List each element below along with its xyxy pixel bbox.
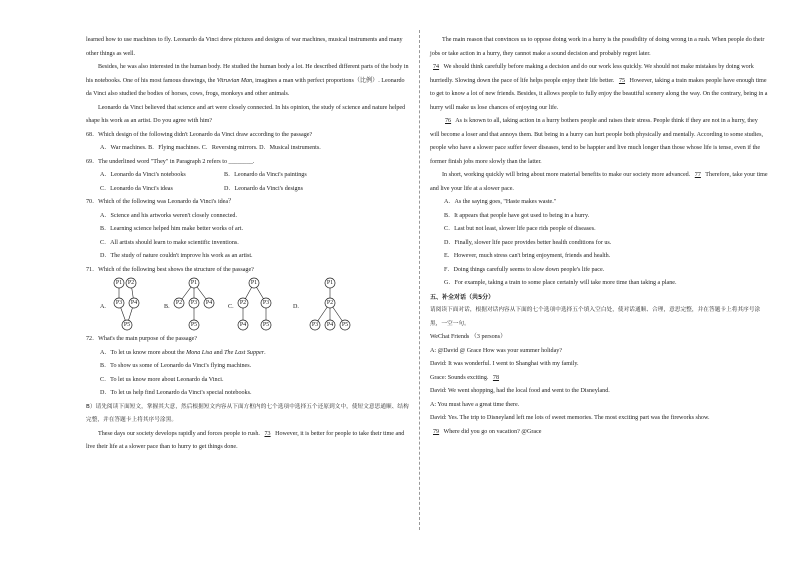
text: and [212, 349, 225, 356]
question-68-options: A．War machines. B．Flying machines. C．Reversing mirrors. D．Musical instruments. [100, 145, 321, 151]
italic-title: The Last Supper [224, 349, 265, 356]
option-row [86, 183, 409, 197]
section-b-instructions: B）请先阅读下面短文，掌握其大意，然后根据短文内容从下面方框内的七个选项中选择五个还原到文中，使短文意思通顺、结构完整，并在答题卡上将其序号涂黑。 [86, 403, 409, 423]
text: Besides, he was also interested in the human body. He studied the human body a lot. He described different parts of the body in his notebooks. One of his most famous drawings, the [86, 64, 409, 84]
blank-73: 73 [264, 430, 271, 437]
node-label: P5 [262, 322, 270, 328]
question-72: 72．What's the main purpose of the passage? [86, 336, 198, 342]
text: Grace: Sounds exciting. [430, 374, 489, 381]
right-column [430, 34, 768, 439]
node-label: P1 [250, 280, 258, 286]
section-5-instructions: 请阅读下面对话，根据对话内容从下面的七个选项中选择五个填入空白处，使对话通顺、合理，意思完整，并在答题卡上将其序号涂黑，一空一句。 [430, 307, 761, 327]
text: In short, working quickly will bring about more material benefits to make our society more advanced. [442, 172, 691, 178]
structure-diagrams [86, 277, 409, 333]
paragraph [86, 61, 409, 102]
node-label: P5 [341, 322, 349, 328]
blank-74: 74 [433, 64, 440, 70]
blank-76: 76 [445, 118, 452, 124]
node-label: P4 [205, 300, 213, 306]
diagram-label-d: D. [293, 304, 299, 310]
dialogue-line: David: It was wonderful. I went to Shanghai with my family. [430, 361, 579, 367]
paragraph [430, 115, 768, 169]
node-label: P5 [190, 322, 198, 328]
option-b: B．It appears that people have got used to being in a hurry. [444, 212, 590, 219]
paragraph [430, 61, 768, 115]
option-b: B．Learning science helped him make better works of art. [100, 226, 243, 232]
paragraph: Leonardo da Vinci believed that science and art were closely connected. In his opinion, the study of science and nature helped shape his work as an artist. Do you agree with him? [86, 104, 406, 124]
italic-title: Mona Lisa [186, 349, 213, 356]
option-d: D．The study of nature couldn't improve his work as an artist. [100, 253, 253, 259]
question-71: 71．Which of the following best shows the structure of the passage? [86, 266, 254, 273]
structure-diagram-a [110, 277, 150, 333]
dialogue-line [430, 426, 768, 440]
text: , imagines a man with perfect proportions（比例）. Leonardo da Vinci also studied the bodies of horses, cows, frogs, monkeys and other animals. [86, 77, 405, 97]
text: . [264, 349, 266, 356]
blank-79: 79 [433, 428, 440, 435]
node-label: P4 [239, 322, 247, 328]
option-a: A．As the saying goes, "Haste makes waste." [444, 199, 557, 205]
diagram-label-a: A. [100, 304, 106, 310]
italic-title: Vitruvian Man [216, 77, 253, 84]
structure-diagram-b [172, 277, 222, 333]
text: A．To let us know more about the [100, 349, 187, 356]
question-68: 68．Which design of the following didn't Leonardo da Vinci draw according to the passage? [86, 131, 313, 138]
option-b: B．Leonardo da Vinci's paintings [224, 172, 307, 178]
option-a: A．Science and his artworks weren't closely connected. [100, 212, 237, 219]
dialogue-line: David: Yes. The trip to Disneyland left me lots of sweet memories. The most exciting part was the fireworks show. [430, 415, 710, 421]
node-label: P5 [123, 322, 131, 328]
blank-78: 78 [492, 374, 500, 381]
text: Therefore, take your time and live your life at a slower pace. [430, 172, 768, 192]
option-g: G．For example, taking a train to some place certainly will take more time than taking a plane. [444, 280, 677, 286]
structure-diagram-d [308, 277, 358, 333]
node-label: P2 [127, 280, 135, 286]
diagram-label-c: C. [228, 304, 234, 310]
option-c: C．To let us know more about Leonardo da Vinci. [100, 376, 224, 383]
option-d: D．Finally, slower life pace provides better health conditions for us. [444, 239, 612, 246]
paragraph: The main reason that convinces us to oppose doing work in a hurry is the possibility of doing wrong in a rush. When people do their jobs or take action in a hurry, they cannot make a sound decision and probably regret later. [430, 37, 765, 57]
node-label: P3 [311, 322, 319, 328]
column-divider [419, 30, 420, 530]
diagram-label-b: B. [164, 304, 170, 310]
text: We should think carefully before making a decision and do our work less quickly. We should not make mistakes by doing work hurriedly. Slowing down the pace of life helps people enjoy their life better. [430, 64, 754, 84]
text: Where did you go on vacation? @Grace [442, 428, 542, 435]
dialogue-line [430, 372, 768, 386]
section-5-heading: 五、补全对话（共5分） [430, 293, 495, 301]
option-c: C．Last but not least, slower life pace rids people of diseases. [444, 226, 596, 232]
question-70: 70．Which of the following was Leonardo da Vinci's idea？ [86, 199, 235, 205]
option-row [86, 169, 409, 183]
option-f: F．Doing things carefully seems to slow down people's life pace. [444, 266, 605, 273]
dialogue-line: David: We went shopping, had the local food and went to the Disneyland. [430, 388, 610, 394]
option-a: A．Leonardo da Vinci's notebooks [100, 172, 186, 178]
structure-diagram-c [234, 277, 279, 333]
option-a [86, 347, 409, 361]
blank-75: 75 [618, 77, 626, 84]
blank-77: 77 [694, 172, 701, 178]
node-label: P1 [115, 280, 123, 286]
node-label: P3 [115, 300, 123, 306]
node-label: P1 [326, 280, 334, 286]
node-label: P4 [326, 322, 334, 328]
text: These days our society develops rapidly and forces people to rush. [98, 430, 260, 437]
left-column [86, 34, 409, 455]
paragraph [86, 428, 409, 455]
node-label: P2 [175, 300, 183, 306]
paragraph: learned how to use machines to fly. Leonardo da Vinci drew pictures and designs of war machines, musical instruments and many other things as well. [86, 37, 403, 57]
option-d: D．To let us help find Leonardo da Vinci's special notebooks. [100, 390, 252, 396]
node-label: P4 [130, 300, 138, 306]
option-b: B．To show us some of Leonardo da Vinci's flying machines. [100, 363, 252, 369]
text: As is known to all, taking action in a hurry bothers people and raises their stress. People think if they are not in a hurry, they will become a loser and that annoys them. But being in a hurry can hurt people both physically and mentally. According to some studies, people who have a slower pace suffer fewer diseases, tend to be happier and live much longer than those whose life is tense, even if the former finish jobs more slowly than the latter. [430, 118, 763, 165]
chat-title: WeChat Friends （3 persons） [430, 334, 507, 340]
option-e: E．However, much stress can't bring enjoyment, friends and health. [444, 253, 611, 259]
paragraph [430, 169, 768, 196]
node-label: P2 [326, 300, 334, 306]
dialogue-line: A: @David @ Grace How was your summer holiday? [430, 347, 563, 354]
option-c: C．All artists should learn to make scientific inventions. [100, 239, 239, 246]
option-c: C．Leonardo da Vinci's ideas [100, 185, 173, 192]
text: However, it is better for people to take their time and live their life at a slower pace than to hurry to get things done. [86, 430, 405, 450]
question-69: 69．The underlined word "They" in Paragraph 2 refers to ________. [86, 158, 255, 165]
node-label: P1 [190, 280, 198, 286]
node-label: P3 [190, 300, 198, 306]
option-d: D．Leonardo da Vinci's designs [224, 185, 303, 192]
dialogue-line: A: You must have a great time there. [430, 401, 520, 408]
text: However, taking a train makes people have enough time to get to know a lot of new friends. Besides, it allows people to fully enjoy the beautiful scenery along the way. On the contrary, being in a hurry will make us lose chances of enjoying our life. [430, 77, 768, 111]
node-label: P3 [262, 300, 270, 306]
node-label: P2 [239, 300, 247, 306]
